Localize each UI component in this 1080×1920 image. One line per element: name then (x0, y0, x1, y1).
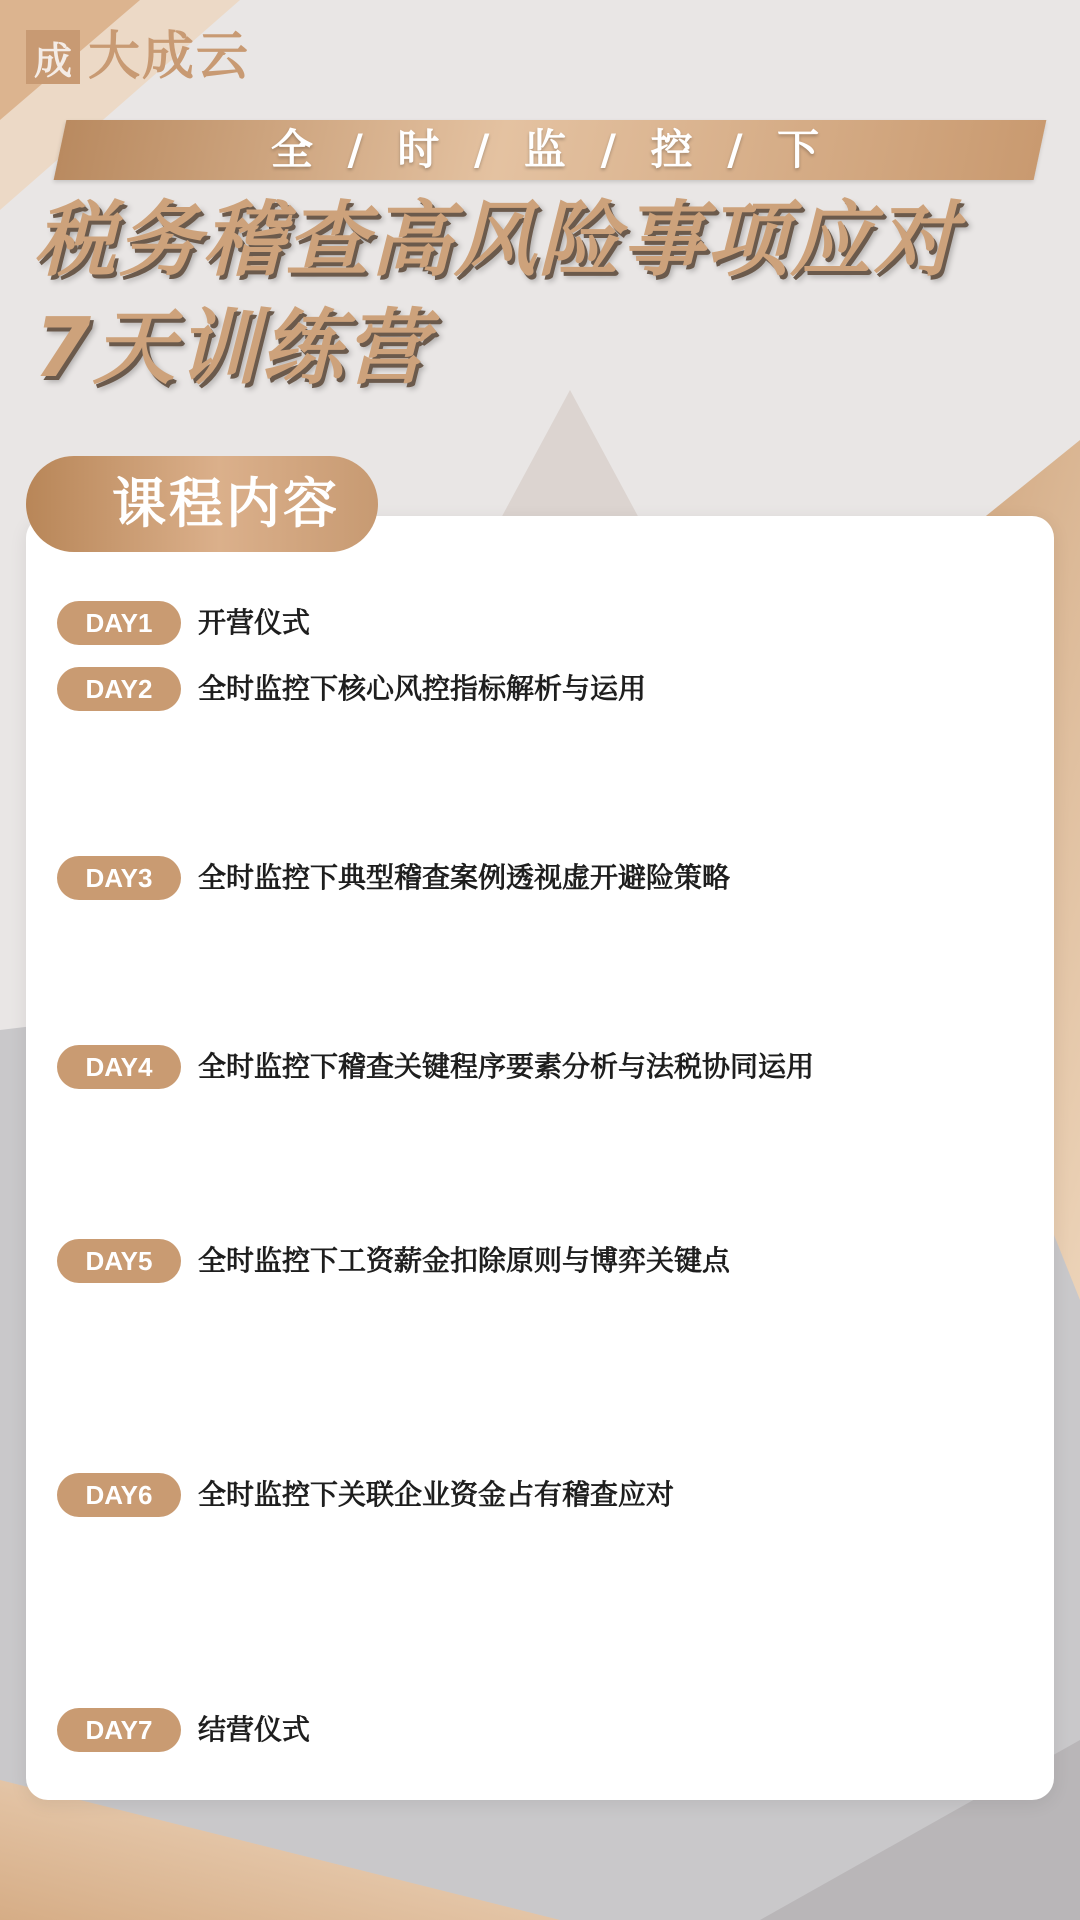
day-badge: DAY7 (57, 1708, 181, 1752)
section-tab (26, 456, 378, 552)
day-badge: DAY3 (57, 856, 181, 900)
day-badge: DAY2 (57, 667, 181, 711)
day-title: 全时监控下典型稽查案例透视虚开避险策略 (198, 861, 731, 894)
day-badge: DAY6 (57, 1473, 181, 1517)
day-title: 全时监控下工资薪金扣除原则与博弈关键点 (198, 1244, 731, 1277)
brand-name: 大成云 (88, 27, 251, 87)
day-badge: DAY5 (57, 1239, 181, 1283)
main-title-line2: 7天训练营 (34, 301, 430, 396)
day-title: 全时监控下关联企业资金占有稽查应对 (198, 1478, 675, 1511)
day-title: 结营仪式 (198, 1713, 311, 1746)
day-title: 开营仪式 (198, 606, 311, 639)
day-badge: DAY1 (57, 601, 181, 645)
day-badge: DAY4 (57, 1045, 181, 1089)
section-title: 课程内容 (112, 472, 340, 535)
main-title-line1: 税务稽查高风险事项应对 (34, 193, 958, 288)
logo-mark: 成 (26, 30, 80, 84)
banner-text: 全 / 时 / 监 / 控 / 下 (270, 125, 830, 174)
brand-logo (26, 27, 251, 87)
day-title: 全时监控下核心风控指标解析与运用 (198, 672, 647, 705)
day-title: 全时监控下稽查关键程序要素分析与法税协同运用 (198, 1050, 815, 1083)
